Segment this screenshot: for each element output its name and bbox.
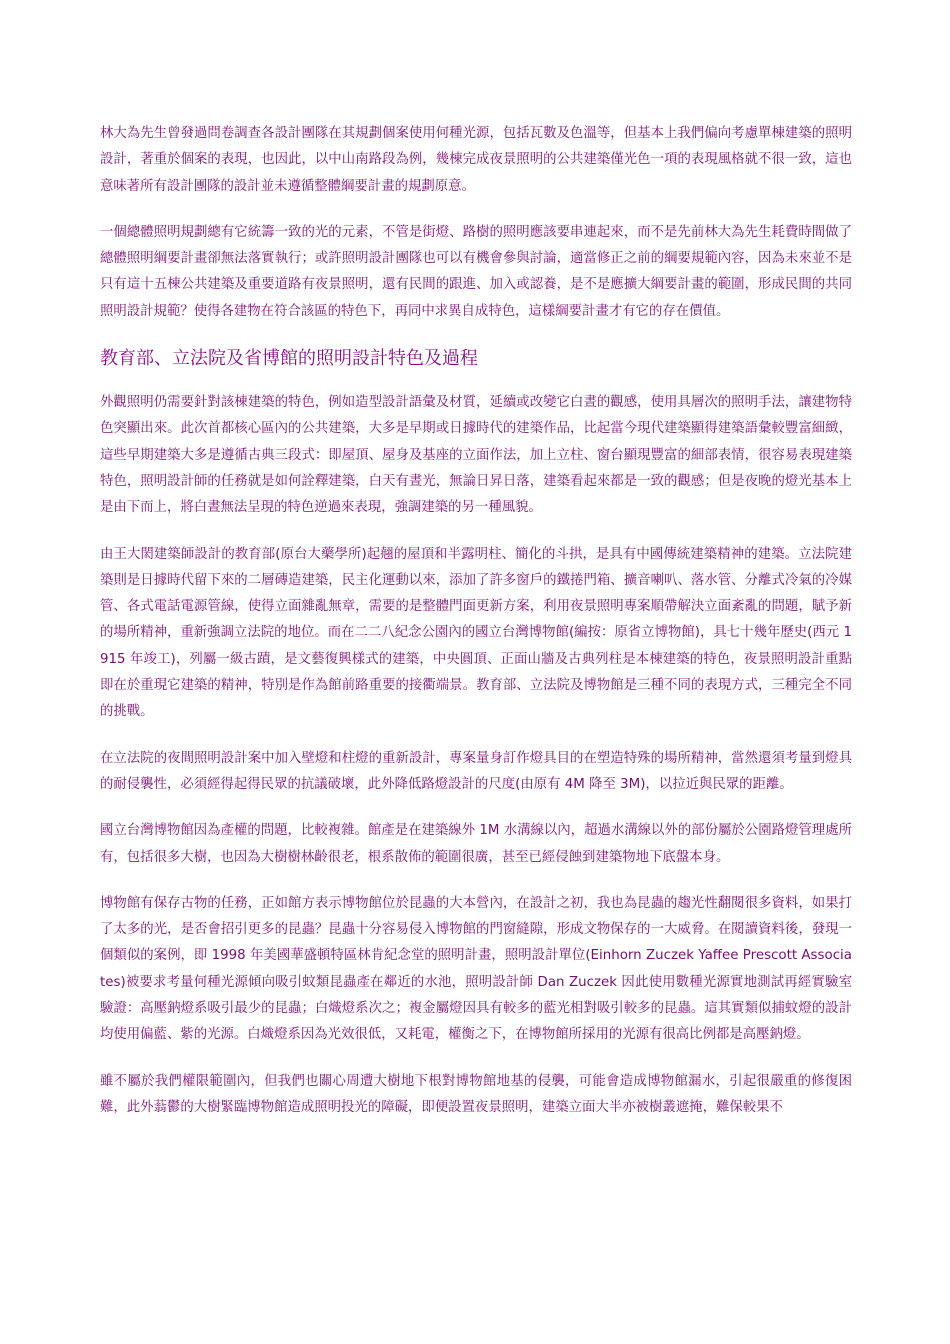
- section-heading: 教育部、立法院及省博館的照明設計特色及過程: [100, 348, 478, 370]
- document-page: [100, 121, 852, 1141]
- paragraph-facade-lighting: 外觀照明仍需要針對該棟建築的特色，例如造型設計語彙及材質，延續或改變它白晝的觀感，使用具層次的照明手法，讓建物特色突顯出來。此次首都核心區內的公共建築，大多是早期或日據時代的建築作品，比起當今現代建築顯得建築語彙較豐富細緻，這些早期建築大多是遵循古典三段式：即屋頂、屋身及基座的立面作法，加上立柱、窗台顯現豐富的細部表情，很容易表現建築特色，照明設計師的任務就是如何詮釋建築，白天有晝光，無論日昇日落，建築看起來都是一致的觀感；但是夜晚的燈光基本上是由下而上，將白晝無法呈現的特色逆過來表現，強調建築的另一種風貌。: [100, 395, 852, 516]
- paragraph-legislative-yuan: 在立法院的夜間照明設計案中加入壁燈和柱燈的重新設計，專案量身訂作燈具目的在塑造特殊的場所精神，當然還須考量到燈具的耐侵襲性，必須經得起得民眾的抗議破壞，此外降低路燈設計的尺度(由原有 4M 降至 3M)，以拉近與民眾的距離。: [100, 750, 852, 792]
- paragraph-three-buildings: 由王大閎建築師設計的教育部(原台大藥學所)起翹的屋頂和半露明柱、簡化的斗拱，是具有中國傳統建築精神的建築。立法院建築則是日據時代留下來的二層磚造建築，民主化運動以來，添加了許多窗戶的鐵捲門箱、擴音喇叭、落水管、分離式冷氣的冷媒管、各式電話電源管線，使得立面雜亂無章，需要的是整體門面更新方案，利用夜景照明專案順帶解決立面紊亂的問題，賦予新的場所精神，重新強調立法院的地位。而在二二八紀念公園內的國立台灣博物館(編按：原省立博物館)，具七十幾年歷史(西元 1915 年竣工)，列屬一級古蹟，是文藝復興樣式的建築，中央圓頂、正面山牆及古典列柱是本棟建築的特色，夜景照明設計重點即在於重現它建築的精神，特別是作為館前路重要的接衢端景。教育部、立法院及博物館是三種不同的表現方式，三種完全不同的挑戰。: [100, 546, 852, 720]
- paragraph-museum-property: 國立台灣博物館因為產權的問題，比較複雜。館產是在建築線外 1M 水溝線以內，超過水溝線以外的部份屬於公園路燈管理處所有，包括很多大樹，也因為大樹樹林齡很老，根系散佈的範圍很廣，甚至已經侵蝕到建築物地下底盤本身。: [100, 823, 852, 865]
- paragraph-trees: 雖不屬於我們權限範圍內，但我們也關心周遭大樹地下根對博物館地基的侵襲，可能會造成博物館漏水，引起很嚴重的修復困難，此外蓊鬱的大樹緊臨博物館造成照明投光的障礙，即便設置夜景照明，建築立面大半亦被樹叢遮掩，難保較果不: [100, 1073, 852, 1115]
- paragraph-survey: 林大為先生曾發過問卷調查各設計團隊在其規劃個案使用何種光源，包括瓦數及色溫等，但基本上我們偏向考慮單棟建築的照明設計，著重於個案的表現，也因此，以中山南路段為例，幾棟完成夜景照明的公共建築僅光色一項的表現風格就不很一致，這也意味著所有設計團隊的設計並未遵循整體綱要計畫的規劃原意。: [100, 126, 852, 194]
- paragraph-insects: 博物館有保存古物的任務，正如館方表示博物館位於昆蟲的大本營內，在設計之初，我也為昆蟲的趨光性翻閱很多資料，如果打了太多的光，是否會招引更多的昆蟲？昆蟲十分容易侵入博物館的門窗縫隙，形成文物保存的一大威脅。在閱讀資料後，發現一個類似的案例，即 1998 年美國華盛頓特區林肯紀念堂的照明計畫，照明設計單位(Einhorn Zuczek Yaffee Prescott Associates)被要求考量何種光源傾向吸引蚊類昆蟲產在鄰近的水池，照明設計師 Dan Zuczek 因此使用數種光源實地測試再經實驗室驗證：高壓鈉燈系吸引最少的昆蟲；白熾燈系次之；複金屬燈因具有較多的藍光相對吸引較多的昆蟲。這其實類似捕蚊燈的設計均使用偏藍、紫的光源。白熾燈系因為光效很低，又耗電，權衡之下，在博物館所採用的光源有很高比例都是高壓鈉燈。: [100, 895, 852, 1043]
- paragraph-master-plan: 一個總體照明規劃總有它統籌一致的光的元素，不管是街燈、路樹的照明應該要串連起來，而不是先前林大為先生耗費時間做了總體照明綱要計畫卻無法落實執行；或許照明設計團隊也可以有機會參與討論，適當修正之前的綱要規範內容，因為未來並不是只有這十五棟公共建築及重要道路有夜景照明，還有民間的跟進、加入或認養，是不是應擴大綱要計畫的範圍，形成民間的共同照明設計規範？使得各建物在符合該區的特色下，再同中求異自成特色，這樣綱要計畫才有它的存在價值。: [100, 224, 852, 319]
